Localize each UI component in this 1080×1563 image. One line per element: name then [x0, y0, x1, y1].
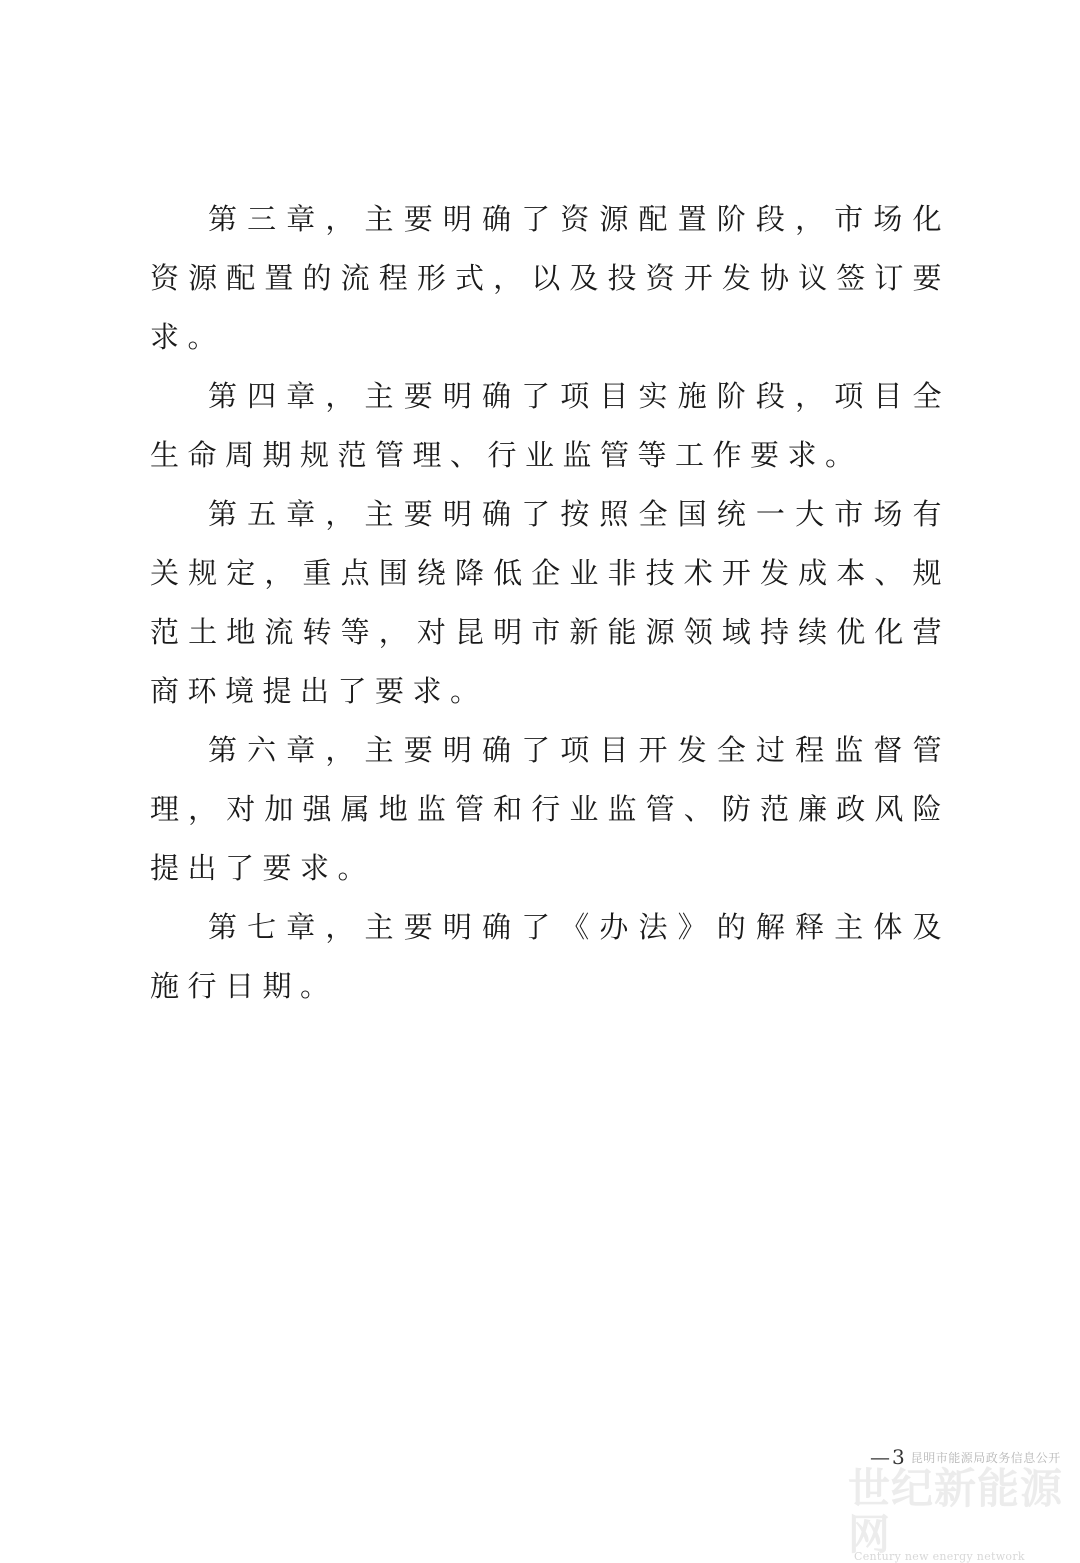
paragraph-chapter-3: 第三章，主要明确了资源配置阶段，市场化资源配置的流程形式，以及投资开发协议签订要求。 [150, 202, 950, 354]
watermark-sub-text: Century new energy network [854, 1550, 1025, 1563]
paragraph-chapter-4: 第四章，主要明确了项目实施阶段，项目全生命周期规范管理、行业监管等工作要求。 [150, 379, 950, 472]
site-watermark [848, 1466, 1073, 1563]
body-text [150, 190, 950, 1016]
watermark-main-text: 世纪新能源网 [848, 1464, 1064, 1559]
page-number: 3 [892, 1445, 905, 1469]
footer-watermark-text: 昆明市能源局政务信息公开 [910, 1450, 1061, 1465]
page-number-dash: — [870, 1445, 890, 1469]
paragraph-chapter-6: 第六章，主要明确了项目开发全过程监督管理，对加强属地监管和行业监管、防范廉政风险提出了要求。 [150, 733, 950, 885]
paragraph-chapter-5: 第五章，主要明确了按照全国统一大市场有关规定，重点围绕降低企业非技术开发成本、规范土地流转等，对昆明市新能源领域持续优化营商环境提出了要求。 [150, 497, 950, 708]
paragraph-chapter-7: 第七章，主要明确了《办法》的解释主体及施行日期。 [150, 910, 950, 1003]
